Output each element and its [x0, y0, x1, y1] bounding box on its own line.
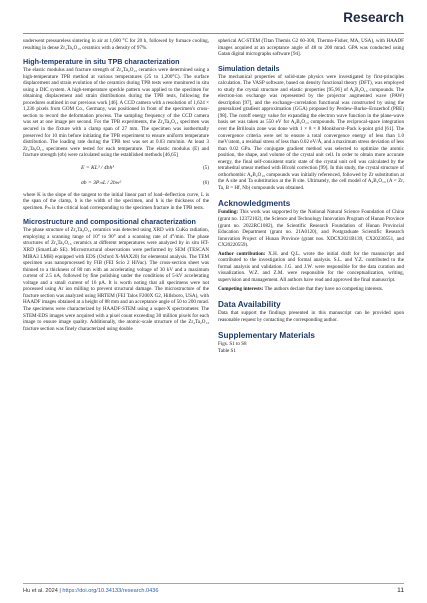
heading-supplementary-materials: Supplementary Materials [218, 331, 315, 341]
heading-microstructure: Microstructure and compositional characterization [23, 217, 196, 227]
equation-6-number: (6) [202, 179, 209, 186]
intro-paragraph: underwent pressureless sintering in air at 1,600 °C for 20 h, followed by furnace cooling, resulting in dense Zr₄Ta₂O₁₃ ceramics with a density of 97%. [23, 38, 209, 51]
data-availability-paragraph: Data that support the findings presented in this manuscript can be provided upon reasonable request by contacting the corresponding author. [218, 310, 404, 323]
funding-label: Funding: [218, 209, 239, 216]
author-contribution-paragraph [218, 251, 404, 284]
supplementary-item-figs: Figs. S1 to S8 [218, 341, 247, 348]
competing-interests-paragraph [218, 286, 404, 293]
page-number: 11 [397, 587, 404, 594]
equation-5-number: (5) [202, 164, 209, 171]
author-contribution-text: X.H. and Q.L. wrote the initial draft for the manuscript and contributed to the investigation and formal analysis. S.L. and Y.Z. contributed to the formal analysis and validation. J.G. and J.W. were responsible for the data curation and visualization. W.Z. and Z.M. were responsible for the conceptualization, writing, supervision and management. All authors have read and approved the final manuscript. [218, 250, 404, 283]
equation-6-formula: σb = 3PₘL / 2bw² [81, 179, 122, 186]
competing-interests-label: Competing interests: [218, 285, 264, 292]
heading-tpb-characterization: High-temperature in situ TPB characterization [23, 57, 180, 67]
doi-link[interactable]: https://doi.org/10.34133/research.0436 [62, 588, 159, 594]
left-column [23, 38, 209, 334]
funding-paragraph [218, 209, 404, 248]
heading-acknowledgments: Acknowledgments [218, 199, 291, 209]
header-divider [23, 33, 404, 34]
tpb-paragraph: The elastic modulus and fracture strength of Zr₄Ta₂O₁₃ ceramics were determined using a high-temperature TPB method at various temperatures (25 to 1,200°C). The surface displacement and strain evolution of the ceramics during TPB tests were monitored in situ using a DIC system. A high-temperature speckle pattern was applied to the specimen for obtaining displacement and strain distributions during the TPB tests, following the procedures outlined in our previous work [46]. A CCD camera with a resolution of 1,624 × 1,236 pixels from GOM Co., Germany, was positioned in front of the specimen's cross-section to record the deformation process. The sampling frequency of the CCD camera was set at one image per second. For the TPB experiments, the Zr₄Ta₂O₁₃ specimen was secured in the fixture with a clamp span of 27 mm. The specimen was isothermally preserved for 10 min before initiating the TPB experiment to ensure uniform temperature distribution. The loading rate during the TPB test was set at 0.03 mm/min. At least 3 Zr₄Ta₂O₁₃ specimens were tested for each temperature. The elastic modulus (E) and fracture strength (σb) were calculated using the established methods [46,65] [23, 67, 209, 159]
heading-data-availability: Data Availability [218, 300, 281, 310]
equation-5 [23, 162, 209, 174]
equation-5-formula: E = KL³ / 4bh³ [81, 164, 114, 171]
footer-divider [23, 583, 404, 584]
heading-simulation: Simulation details [218, 63, 280, 73]
journal-section-label: Research [343, 10, 404, 25]
author-contribution-label: Author contribution: [218, 250, 266, 257]
supplementary-list [218, 341, 404, 354]
simulation-paragraph: The mechanical properties of solid-state physics were investigated by first-principles calculation. The VASP software, based on density functional theory (DFT), was employed to study the crystal structure and elastic properties [95,96] of A₄B₂O₁₃ compounds. The electron-ion exchange was represented by the projector augmented wave (PAW) description [97], and the exchange–correlation functional was constructed by using the generalized gradient approximation (GGA) proposed by Perdew–Burke–Ernzerhof (PBE) [98]. The cutoff energy value for expanding the electron wave function in the plane-wave basis set was taken as 550 eV for A₄B₂O₁₃ compounds. The reciprocal-space integration over the Brillouin zone was done with 1 × 8 × 8 Monkhorst–Pack k-point grid [61]. The convergence criteria were set to ensure a total convergence energy of less than 1.0 meV/atom, a residual stress of less than 0.02 eV/Å, and a maximum stress deviation of less than 0.02 GPa. The conjugate gradient method was selected to optimize the atomic position, the shape, and volume of the crystal unit cell. In order to obtain more accurate energy, the final self-consistent static state of the crystal unit cell was calculated by the tetrahedral smear method with Blcohl correction [99]. In this study, the crystal structure of orthorhombic A₄B₂O₁₃ compounds was initially referenced, followed by Zr substitution at the A site and Ta substitution at the B site. Ultimately, the cell model of A₄B₂O₁₃ (A = Zr, Ta, B = Hf, Nb) compounds was obtained. [218, 73, 404, 191]
microstructure-paragraph: The phase structure of Zr₄Ta₂O₁₃ ceramics was detected using XRD with CuKα radiation, employing a scanning range of 10° to 90° and a scanning rate of 4°/min. The phase structures of Zr₄Ta₂O₁₃ ceramics at different temperatures were analyzed by in situ HT-XRD (SmartLab SE). Microstructural observations were performed by SEM (TESCAN MIRA3 LMH) equipped with EDS (Oxford X-MAX20) for elemental analysis. The TEM specimen was nanoprocessed by FIB (FEI Scio 2 HiVac). The cross-section sheet was thinned to a thickness of 80 nm with an accelerating voltage of 30 kV and a maximum current of 2.5 nA, followed by fine polishing under the conditions of 5-kV accelerating voltage and a small current of 16 pA. It is worth noting that all specimens were not processed using Ar ion milling to prevent structural damage. The microstructure of the fracture section was analyzed using HRTEM (FEI Talos F200X G2, Hillsboro, USA), with HAADF images obtained at a height of 88 mm and an acceptance angle of 50 to 200 mrad. The specimens were characterized by HAADF-STEM using a super-X spectrometer. The STEM-EDS images were acquired with a pixel count exceeding 30 million pixels for each image to ensure image quality. Additionally, the atomic-scale structure of the Zr₄Ta₂O₁₃ fracture section was finely characterized using double [23, 227, 209, 332]
footer-citation [23, 588, 159, 594]
competing-interests-text: The authors declare that they have no competing interests. [263, 285, 384, 292]
right-column [218, 38, 404, 356]
stem-paragraph: spherical AC-STEM (Titan Themis G2 60-300, Thermo-Fisher, MA, USA), with HAADF images acquired at an acceptance angle of 48 to 200 mrad. GPA was conducted using Gatan digital micrographs software [94]. [218, 38, 404, 58]
funding-text: This work was supported by the National Natural Science Foundation of China (grant no. 12372102), the Science and Technology Innovation Program of Hunan Province (grant no. 2022RC1082), the Scientific Research Foundation of Hunan Provincial Education Department (grant no. 21A0120), and Postgraduate Scientific Research Innovation Project of Hunan Province (grant nos. XDCX2021B139, CX20230551, and CX20220559). [218, 209, 404, 249]
footer-citation-text: Hu et al. 2024 | [23, 588, 63, 594]
variable-definitions-paragraph: where K is the slope of the tangent to the initial linear part of load–deflection curve, L is the span of the clamp, b is the width of the specimen, and h is the thickness of the specimen. Pₘ is the critical load corresponding to the specimen fracture in the TPB tests. [23, 191, 209, 211]
equation-6 [23, 177, 209, 189]
supplementary-item-table: Table S1 [218, 347, 236, 354]
